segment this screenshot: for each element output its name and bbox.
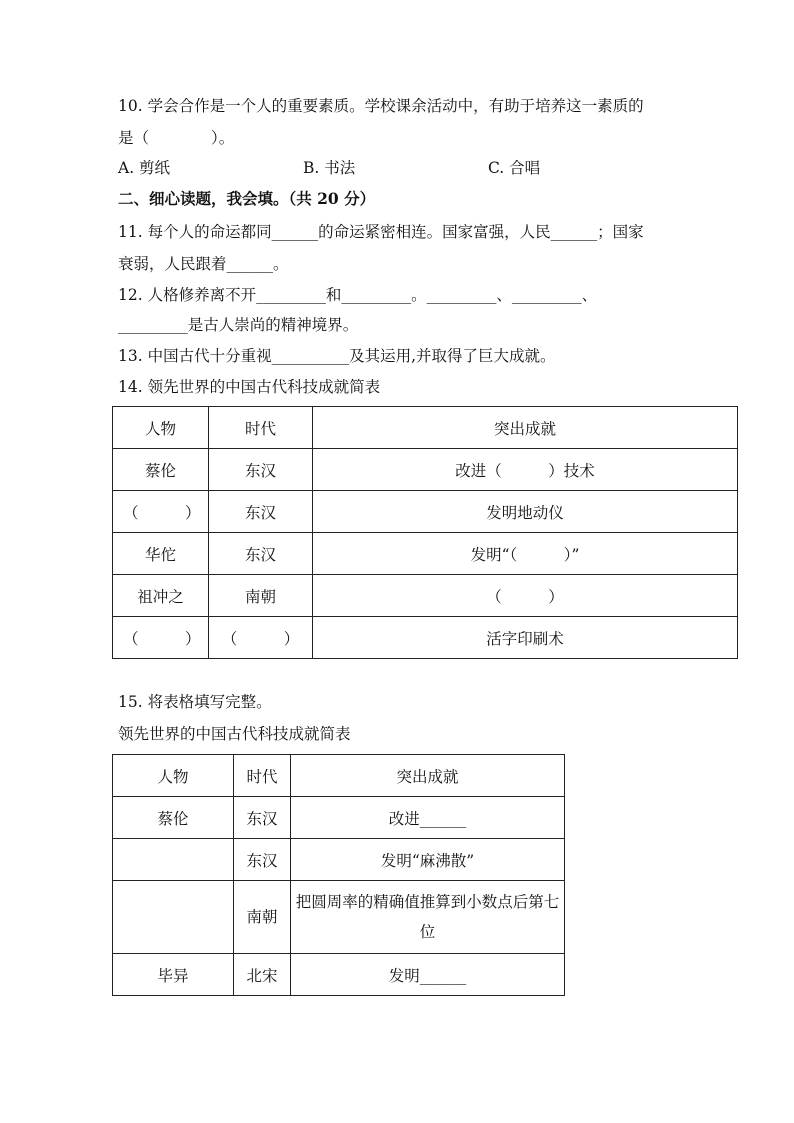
table-row bbox=[113, 449, 738, 491]
table-cell bbox=[113, 839, 234, 881]
table-cell: 改进______ bbox=[291, 797, 565, 839]
table-cell: 改进（ ）技术 bbox=[313, 449, 738, 491]
table-row bbox=[113, 617, 738, 659]
table-cell: 东汉 bbox=[209, 533, 313, 575]
table-cell: （ ） bbox=[209, 617, 313, 659]
table-row bbox=[113, 881, 565, 954]
q11-line2: 衰弱，人民跟着______。 bbox=[118, 255, 289, 273]
table-cell: 南朝 bbox=[234, 881, 291, 954]
table-cell: 把圆周率的精确值推算到小数点后第七位 bbox=[291, 881, 565, 954]
q15-title: 15. 将表格填写完整。 bbox=[118, 693, 272, 711]
table-cell: 东汉 bbox=[209, 491, 313, 533]
table-cell bbox=[113, 881, 234, 954]
q14-table bbox=[112, 406, 738, 659]
q10-line2: 是（ ）。 bbox=[118, 129, 235, 147]
q11-line1: 11. 每个人的命运都同______的命运紧密相连。国家富强，人民______；国家 bbox=[118, 223, 644, 241]
table-cell: 发明______ bbox=[291, 954, 565, 996]
header-person: 人物 bbox=[113, 407, 209, 449]
table-row bbox=[113, 491, 738, 533]
header-achievement: 突出成就 bbox=[313, 407, 738, 449]
table-cell: 蔡伦 bbox=[113, 797, 234, 839]
table-row bbox=[113, 575, 738, 617]
header-era: 时代 bbox=[209, 407, 313, 449]
header-era: 时代 bbox=[234, 755, 291, 797]
q14-title: 14. 领先世界的中国古代科技成就简表 bbox=[118, 378, 381, 396]
header-person: 人物 bbox=[113, 755, 234, 797]
header-achievement: 突出成就 bbox=[291, 755, 565, 797]
table-row bbox=[113, 839, 565, 881]
table-cell: 东汉 bbox=[209, 449, 313, 491]
q12-line2: _________是古人崇尚的精神境界。 bbox=[118, 316, 359, 334]
q15-table bbox=[112, 754, 565, 996]
table-cell: 发明“（ ）” bbox=[313, 533, 738, 575]
q10-line1: 10. 学会合作是一个人的重要素质。学校课余活动中，有助于培养这一素质的 bbox=[118, 97, 644, 115]
table-cell: 蔡伦 bbox=[113, 449, 209, 491]
q15-subtitle: 领先世界的中国古代科技成就简表 bbox=[118, 725, 351, 743]
q10-option-a: A. 剪纸 bbox=[118, 159, 171, 177]
table-cell: 华佗 bbox=[113, 533, 209, 575]
q10-option-c: C. 合唱 bbox=[488, 159, 541, 177]
q13-text: 13. 中国古代十分重视__________及其运用,并取得了巨大成就。 bbox=[118, 347, 556, 365]
table-cell: 发明“麻沸散” bbox=[291, 839, 565, 881]
table-row bbox=[113, 954, 565, 996]
table-row bbox=[113, 797, 565, 839]
q12-line1: 12. 人格修养离不开_________和_________。_________、_________、 bbox=[118, 286, 598, 304]
table-cell: 东汉 bbox=[234, 797, 291, 839]
table-cell: 祖冲之 bbox=[113, 575, 209, 617]
table-cell: （ ） bbox=[113, 491, 209, 533]
table-cell: 发明地动仪 bbox=[313, 491, 738, 533]
table-cell: 东汉 bbox=[234, 839, 291, 881]
table-cell: 南朝 bbox=[209, 575, 313, 617]
section-2-title: 二、细心读题，我会填。（共 20 分） bbox=[118, 189, 376, 208]
table-cell: 毕异 bbox=[113, 954, 234, 996]
table-header-row bbox=[113, 407, 738, 449]
table-cell: （ ） bbox=[313, 575, 738, 617]
q10-option-b: B. 书法 bbox=[303, 159, 356, 177]
table-cell: （ ） bbox=[113, 617, 209, 659]
table-header-row bbox=[113, 755, 565, 797]
table-cell: 活字印刷术 bbox=[313, 617, 738, 659]
table-cell: 北宋 bbox=[234, 954, 291, 996]
table-row bbox=[113, 533, 738, 575]
